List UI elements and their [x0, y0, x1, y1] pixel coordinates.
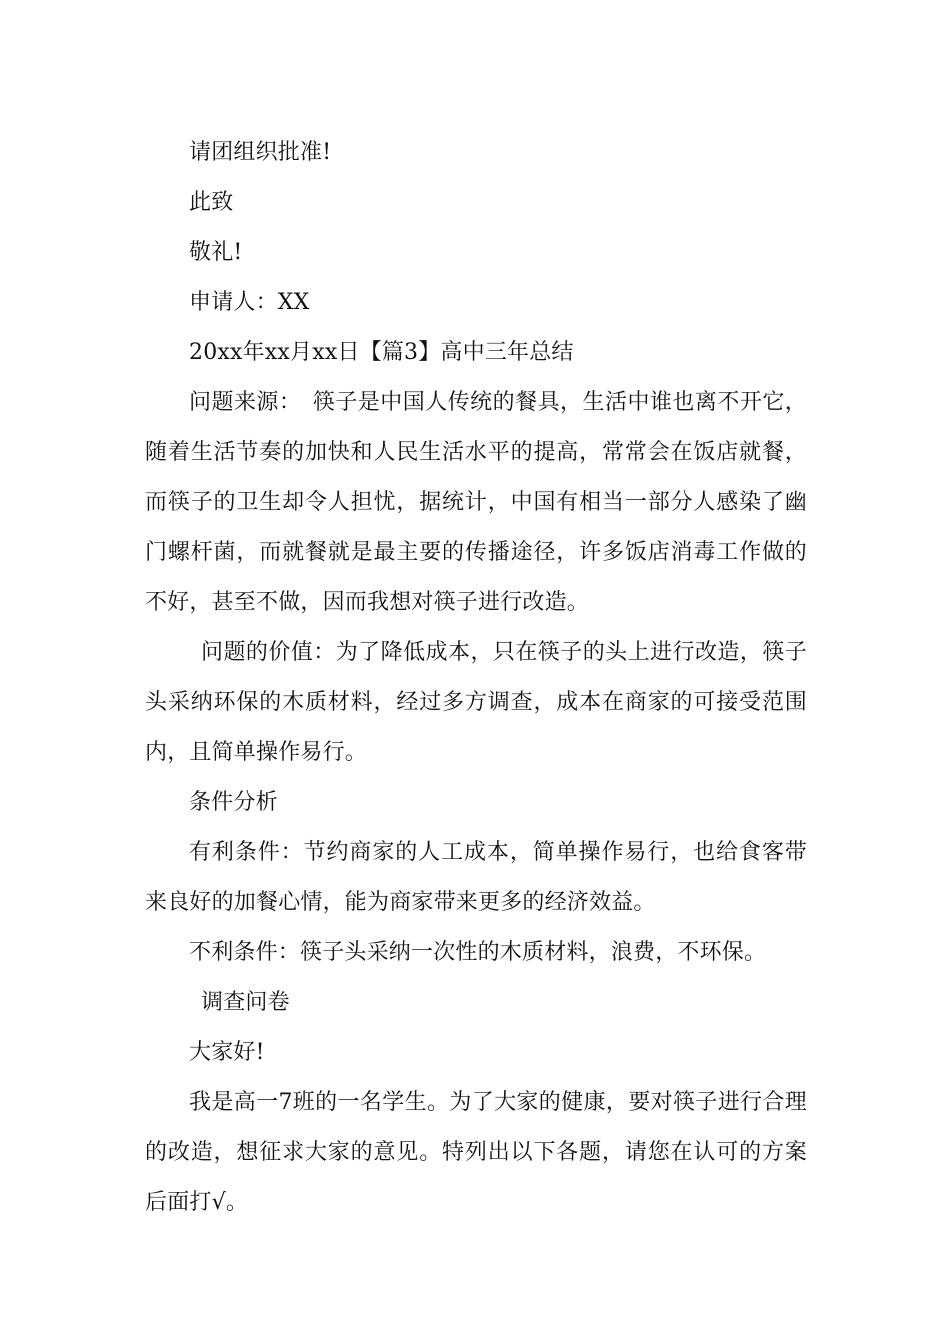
document-body	[145, 128, 807, 1228]
applicant-line: 申请人：XX	[189, 290, 310, 315]
problem-value-paragraph: 问题的价值：为了降低成本，只在筷子的头上进行改造，筷子头采纳环保的木质材料，经过多方调查，成本在商家的可接受范围内，且简单操作易行。	[145, 640, 807, 765]
favorable-conditions-paragraph: 有利条件：节约商家的人工成本，简单操作易行，也给食客带来良好的加餐心情，能为商家带来更多的经济效益。	[145, 840, 807, 915]
salutation-line-1: 此致	[189, 190, 234, 215]
closing-request: 请团组织批准!	[189, 140, 332, 165]
questionnaire-intro-paragraph: 我是高一7班的一名学生。为了大家的健康，要对筷子进行合理的改造，想征求大家的意见。特列出以下各题，请您在认可的方案后面打√。	[145, 1090, 807, 1215]
date-and-section-title: 20xx年xx月xx日【篇3】高中三年总结	[189, 340, 574, 365]
questionnaire-heading: 调查问卷	[201, 990, 290, 1015]
greeting-line: 大家好!	[189, 1040, 265, 1065]
unfavorable-conditions-paragraph: 不利条件：筷子头采纳一次性的木质材料，浪费，不环保。	[189, 940, 767, 965]
salutation-line-2: 敬礼!	[189, 240, 243, 265]
problem-source-paragraph: 问题来源： 筷子是中国人传统的餐具，生活中谁也离不开它，随着生活节奏的加快和人民生活水平的提高，常常会在饭店就餐，而筷子的卫生却令人担忧，据统计，中国有相当一部分人感染了幽门螺杆菌，而就餐就是最主要的传播途径，许多饭店消毒工作做的不好，甚至不做，因而我想对筷子进行改造。	[145, 390, 807, 615]
condition-analysis-heading: 条件分析	[189, 790, 278, 815]
